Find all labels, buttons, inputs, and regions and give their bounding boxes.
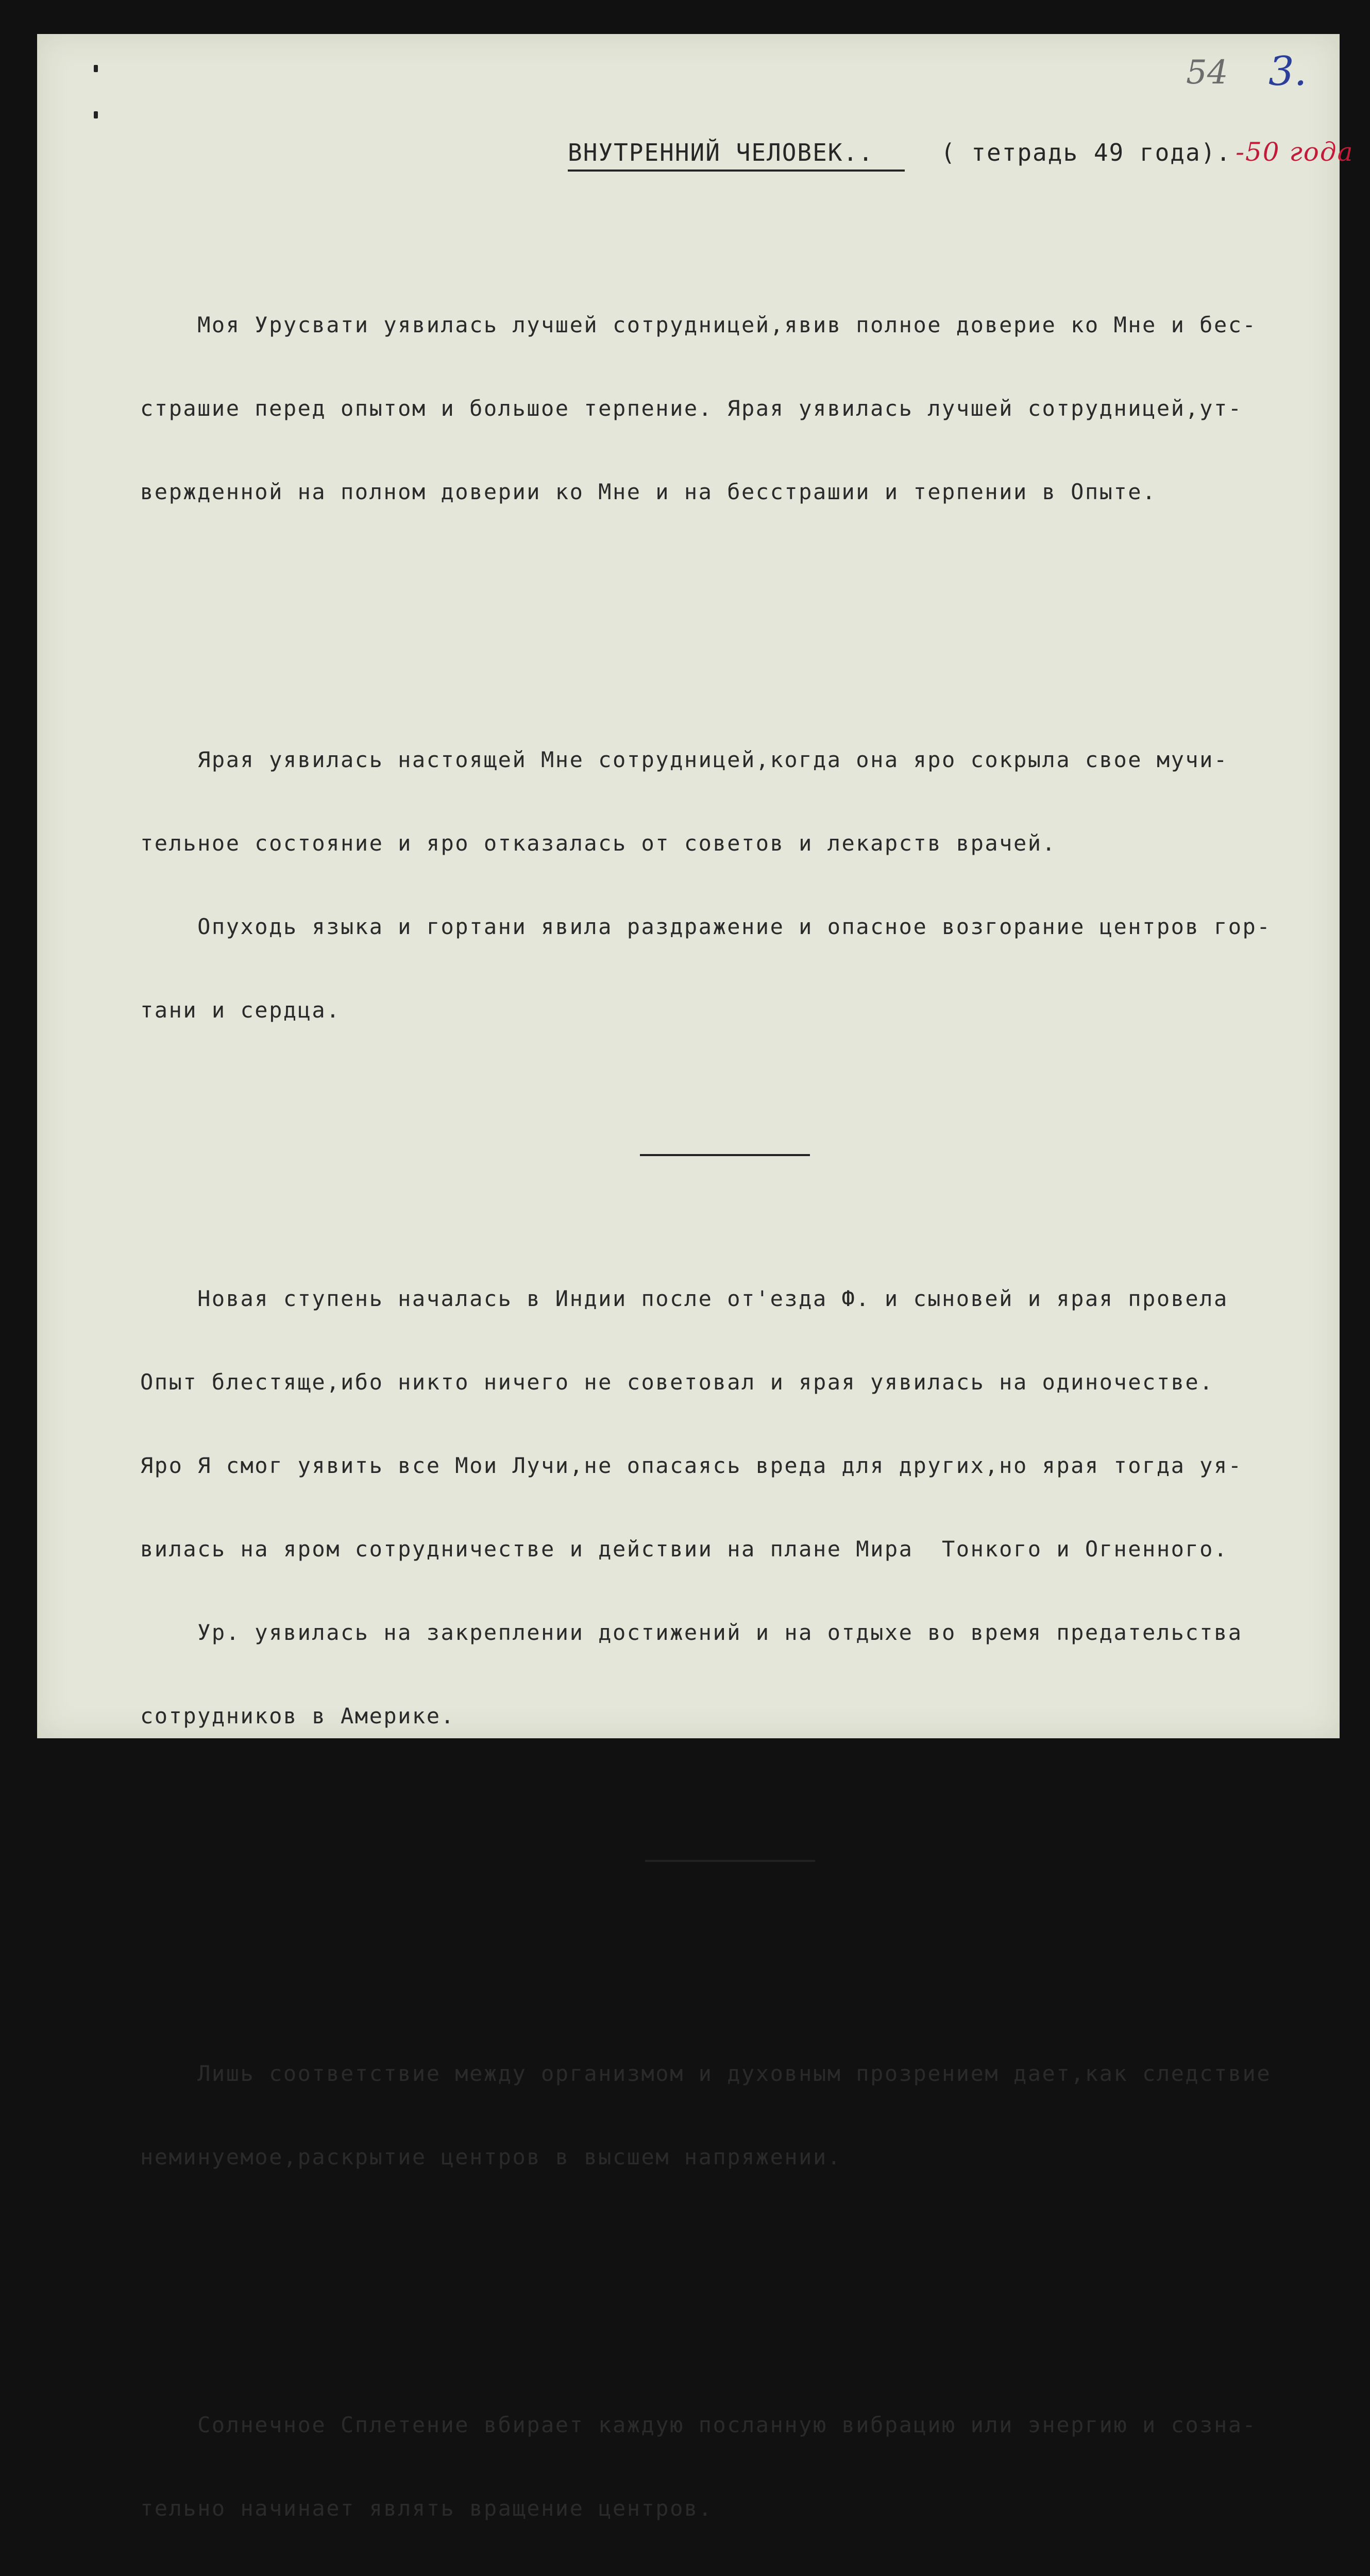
title-subtitle: ( тетрадь 49 года). bbox=[940, 139, 1232, 166]
text-line: страшие перед опытом и большое терпение. Ярая уявилась лучшей сотрудницей,ут- bbox=[140, 396, 1243, 421]
section-divider bbox=[640, 1154, 810, 1156]
paragraph-5 bbox=[140, 2355, 1341, 2576]
margin-mark bbox=[94, 111, 98, 118]
text-line: Лишь соответствие между организмом и духовным прозрением дает,как следствие bbox=[140, 2061, 1272, 2086]
text-line: Моя Урусвати уявилась лучшей сотрудницей,явив полное доверие ко Мне и бес- bbox=[140, 312, 1257, 337]
paragraph-3 bbox=[140, 1229, 1341, 1786]
text-line: Опуходь языка и гортани явила раздражение и опасное возгорание центров гор- bbox=[140, 914, 1272, 939]
handwritten-page-number: 54 bbox=[1186, 54, 1228, 92]
section-divider bbox=[645, 1860, 815, 1862]
text-line: неминуемое,раскрытие центров в высшем напряжении. bbox=[140, 2144, 842, 2170]
text-line: тани и сердца. bbox=[140, 997, 341, 1023]
body-text bbox=[140, 200, 1341, 2576]
text-line: Новая ступень началась в Индии после от'езда Ф. и сыновей и ярая провела bbox=[140, 1286, 1228, 1311]
text-line: вержденной на полном доверии ко Мне и на бесстрашии и терпении в Опыте. bbox=[140, 479, 1157, 504]
title-main: ВНУТРЕННИЙ ЧЕЛОВЕК.. bbox=[568, 139, 905, 172]
text-line: сотрудников в Америке. bbox=[140, 1703, 455, 1728]
margin-mark bbox=[94, 65, 98, 72]
paragraph-4 bbox=[140, 2004, 1341, 2227]
text-line: вилась на яром сотрудничестве и действии на плане Мира Тонкого и Огненного. bbox=[140, 1536, 1228, 1562]
text-line: Яро Я смог уявить все Мои Лучи,не опасаясь вреда для других,но ярая тогда уя- bbox=[140, 1453, 1243, 1478]
document-page bbox=[37, 34, 1354, 2521]
text-line: тельно начинает являть вращение центров. bbox=[140, 2496, 713, 2521]
document-title bbox=[568, 137, 1354, 172]
text-line: Солнечное Сплетение вбирает каждую посланную вибрацию или энергию и созна- bbox=[140, 2412, 1257, 2437]
paragraph-2 bbox=[140, 690, 1341, 1080]
text-line: Опыт блестяще,ибо никто ничего не советовал и ярая уявилась на одиночестве. bbox=[140, 1369, 1214, 1395]
paragraph-1 bbox=[140, 256, 1341, 562]
title-red-annotation: -50 года bbox=[1236, 137, 1354, 167]
text-line: Ярая уявилась настоящей Мне сотрудницей,когда она яро сокрыла свое мучи- bbox=[140, 747, 1228, 772]
text-line: тельное состояние и яро отказалась от советов и лекарств врачей. bbox=[140, 831, 1057, 856]
archive-page-number: 3. bbox=[1268, 48, 1307, 95]
text-line: Ур. уявилась на закреплении достижений и на отдыхе во время предательства bbox=[140, 1620, 1243, 1645]
